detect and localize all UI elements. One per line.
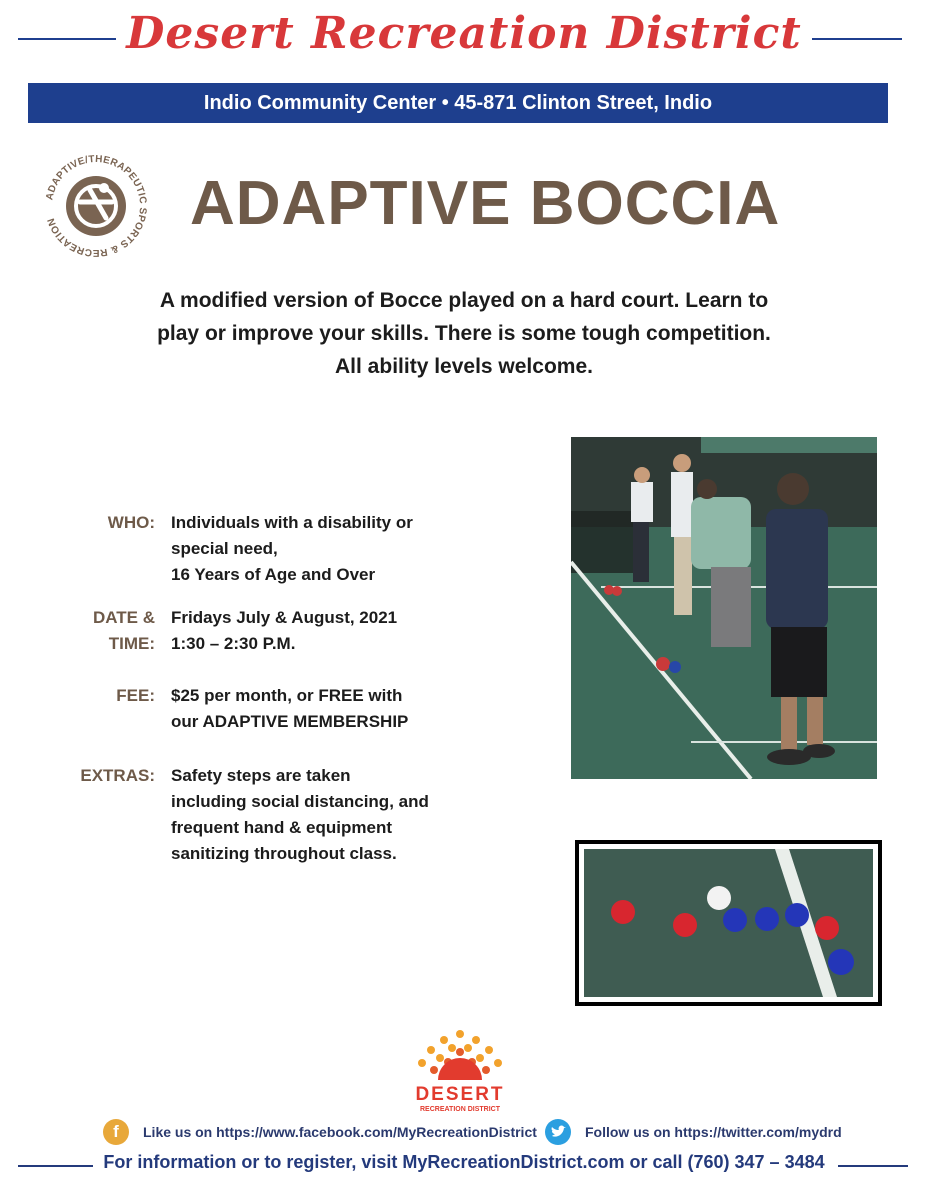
facebook-text: Like us on https://www.facebook.com/MyRecreationDistrict bbox=[143, 1124, 537, 1140]
who-value: Individuals with a disability or special need, 16 Years of Age and Over bbox=[171, 513, 413, 584]
date-time-row bbox=[60, 605, 480, 659]
date-time-value: Fridays July & August, 2021 1:30 – 2:30 P.M. bbox=[171, 608, 398, 653]
twitter-icon bbox=[545, 1119, 571, 1145]
extras-row bbox=[60, 763, 480, 869]
twitter-link[interactable] bbox=[545, 1119, 842, 1145]
extras-value: Safety steps are taken including social distancing, and frequent hand & equipment sanitizing throughout class. bbox=[171, 766, 429, 863]
fee-label: FEE: bbox=[116, 686, 155, 705]
facebook-link[interactable] bbox=[103, 1119, 537, 1145]
intro-text: A modified version of Bocce played on a hard court. Learn to play or improve your skills. There is some tough competition. All ability levels welcome. bbox=[157, 289, 771, 378]
who-row bbox=[60, 510, 480, 590]
desert-logo-word: DESERT bbox=[415, 1084, 505, 1105]
fee-value: $25 per month, or FREE with our ADAPTIVE MEMBERSHIP bbox=[171, 686, 409, 731]
desert-logo-sub: RECREATION DISTRICT bbox=[420, 1106, 500, 1113]
adaptive-therapeutic-logo bbox=[40, 150, 152, 262]
date-time-label: DATE & TIME: bbox=[92, 608, 155, 653]
footer-contact: For information or to register, visit MyRecreationDistrict.com or call (760) 347 – 3484 bbox=[0, 1152, 928, 1173]
desert-logo bbox=[398, 1020, 522, 1116]
facebook-icon: f bbox=[103, 1119, 129, 1145]
page-title: ADAPTIVE BOCCIA bbox=[190, 169, 781, 238]
fee-row bbox=[60, 683, 480, 737]
logo-ring-text: ADAPTIVE/THERAPEUTIC SPORTS & RECREATION bbox=[44, 153, 149, 259]
location-banner: Indio Community Center • 45-871 Clinton Street, Indio bbox=[28, 83, 888, 123]
who-label: WHO: bbox=[107, 513, 155, 532]
twitter-text: Follow us on https://twitter.com/mydrd bbox=[585, 1124, 842, 1140]
extras-label: EXTRAS: bbox=[80, 766, 155, 785]
brand-title: Desert Recreation District bbox=[0, 8, 928, 59]
players-photo bbox=[571, 437, 877, 779]
boccia-balls-photo bbox=[575, 840, 882, 1006]
